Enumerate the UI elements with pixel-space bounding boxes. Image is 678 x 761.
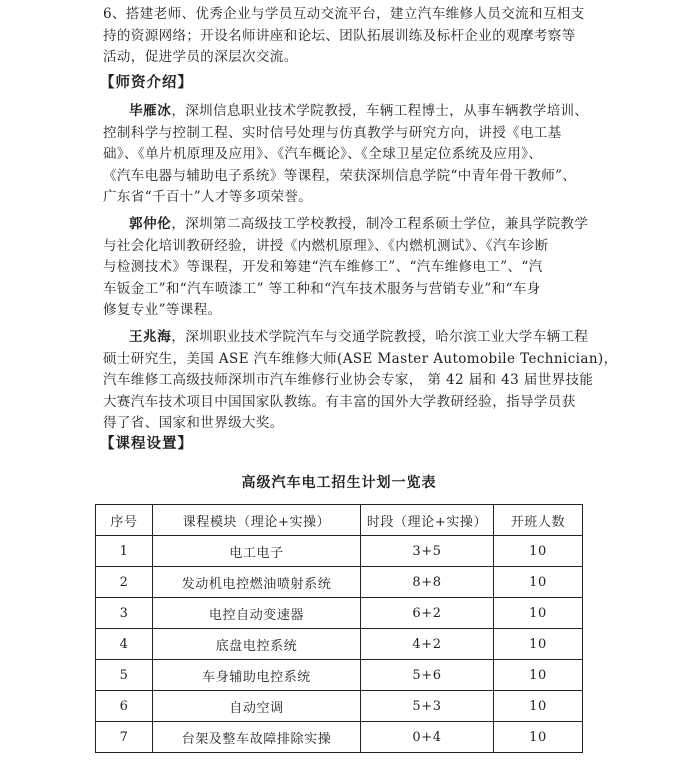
cell-class-size: 10 bbox=[494, 536, 583, 567]
teacher-bio-line: 《汽车电器与辅助电子系统》等课程，荣获深圳信息学院“中青年骨干教师”、 bbox=[103, 167, 577, 184]
teacher-bio-line: 汽车维修工高级技师深圳市汽车维修行业协会专家， 第 42 届和 43 届世界技能 bbox=[103, 372, 594, 388]
teacher-bio-line: 与检测技术》等课程，开发和筹建“汽车维修工”、“汽车维修电工”、“汽 bbox=[103, 259, 543, 275]
cell-class-size: 10 bbox=[494, 660, 583, 691]
table-header-row bbox=[96, 505, 583, 536]
cell-module: 车身辅助电控系统 bbox=[153, 660, 361, 691]
cell-hours: 4+2 bbox=[361, 629, 494, 660]
table-row bbox=[96, 598, 583, 629]
item-6-line: 持的资源网络；开设名师讲座和论坛、团队拓展训练及标杆企业的观摩考察等 bbox=[103, 27, 576, 44]
cell-hours: 5+3 bbox=[361, 691, 494, 722]
teachers-heading: 【师资介绍】 bbox=[100, 74, 193, 91]
teacher-bio-line: 修复专业”等课程。 bbox=[103, 302, 222, 318]
table-row bbox=[96, 722, 583, 753]
table-row bbox=[96, 629, 583, 660]
teacher-name: 郭仲伦 bbox=[129, 216, 172, 232]
header-cell: 开班人数 bbox=[494, 505, 583, 536]
cell-class-size: 10 bbox=[494, 629, 583, 660]
cell-class-size: 10 bbox=[494, 567, 583, 598]
item-6-line: 活动，促进学员的深层次交流。 bbox=[103, 49, 298, 65]
cell-index: 6 bbox=[96, 691, 153, 722]
teacher-name: 王兆海 bbox=[129, 329, 172, 345]
header-cell: 课程模块（理论+实操） bbox=[153, 505, 361, 536]
cell-class-size: 10 bbox=[494, 722, 583, 753]
teacher-bio-line: 车钣金工”和“汽车喷漆工” 等工种和“汽车技术服务与营销专业”和“车身 bbox=[103, 280, 541, 297]
cell-hours: 3+5 bbox=[361, 536, 494, 567]
cell-hours: 5+6 bbox=[361, 660, 494, 691]
teacher-bio-line: 得了省、国家和世界级大奖。 bbox=[103, 415, 284, 431]
header-cell: 序号 bbox=[96, 505, 153, 536]
course-heading: 【课程设置】 bbox=[100, 435, 193, 452]
teacher-bio-line: 广东省“千百十”人才等多项荣誉。 bbox=[103, 189, 313, 205]
cell-module: 发动机电控燃油喷射系统 bbox=[153, 567, 361, 598]
cell-hours: 8+8 bbox=[361, 567, 494, 598]
teacher-bio-line: ，深圳信息职业技术学院教授，车辆工程博士，从事车辆教学培训、 bbox=[171, 103, 589, 119]
cell-index: 4 bbox=[96, 629, 153, 660]
cell-module: 底盘电控系统 bbox=[153, 629, 361, 660]
cell-index: 1 bbox=[96, 536, 153, 567]
table-row bbox=[96, 567, 583, 598]
teacher-bio-line: ，深圳第二高级技工学校教授，制冷工程系硕士学位，兼具学院教学 bbox=[171, 216, 589, 232]
header-cell: 时段（理论+实操） bbox=[361, 505, 494, 536]
cell-module: 电控自动变速器 bbox=[153, 598, 361, 629]
teacher-name: 毕雁冰 bbox=[129, 103, 172, 119]
teacher-bio bbox=[103, 101, 663, 209]
cell-module: 自动空调 bbox=[153, 691, 361, 722]
cell-class-size: 10 bbox=[494, 598, 583, 629]
cell-hours: 6+2 bbox=[361, 598, 494, 629]
item-6-paragraph bbox=[103, 4, 663, 69]
teacher-bio-line: 硕士研究生，美国 ASE 汽车维修大师(ASE Master Automobile Technician)， bbox=[103, 350, 618, 367]
teacher-bio-line: 与社会化培训教研经验，讲授《内燃机原理》、《内燃机测试》、《汽车诊断 bbox=[103, 237, 549, 254]
cell-module: 台架及整车故障排除实操 bbox=[153, 722, 361, 753]
teacher-bio-line: 大赛汽车技术项目中国国家队教练。有丰富的国外大学教研经验，指导学员获 bbox=[103, 393, 576, 410]
teacher-bio-line: ，深圳职业技术学院汽车与交通学院教授，哈尔滨工业大学车辆工程 bbox=[171, 329, 589, 345]
teacher-bio-line: 础》、《单片机原理及应用》、《汽车概论》、《全球卫星定位系统及应用》、 bbox=[103, 146, 543, 162]
cell-index: 2 bbox=[96, 567, 153, 598]
cell-index: 3 bbox=[96, 598, 153, 629]
cell-class-size: 10 bbox=[494, 691, 583, 722]
teacher-bio bbox=[103, 214, 663, 322]
table-row bbox=[96, 660, 583, 691]
cell-module: 电工电子 bbox=[153, 536, 361, 567]
cell-hours: 0+4 bbox=[361, 722, 494, 753]
table-row bbox=[96, 536, 583, 567]
teacher-bio-line: 控制科学与控制工程、实时信号处理与仿真教学与研究方向，讲授《电工基 bbox=[103, 124, 562, 141]
item-6-line: 6、搭建老师、优秀企业与学员互动交流平台，建立汽车维修人员交流和互相支 bbox=[103, 6, 585, 22]
enrollment-plan-table bbox=[95, 504, 583, 753]
cell-index: 5 bbox=[96, 660, 153, 691]
table-title: 高级汽车电工招生计划一览表 bbox=[241, 475, 437, 491]
teacher-bio bbox=[103, 327, 663, 435]
cell-index: 7 bbox=[96, 722, 153, 753]
table-row bbox=[96, 691, 583, 722]
